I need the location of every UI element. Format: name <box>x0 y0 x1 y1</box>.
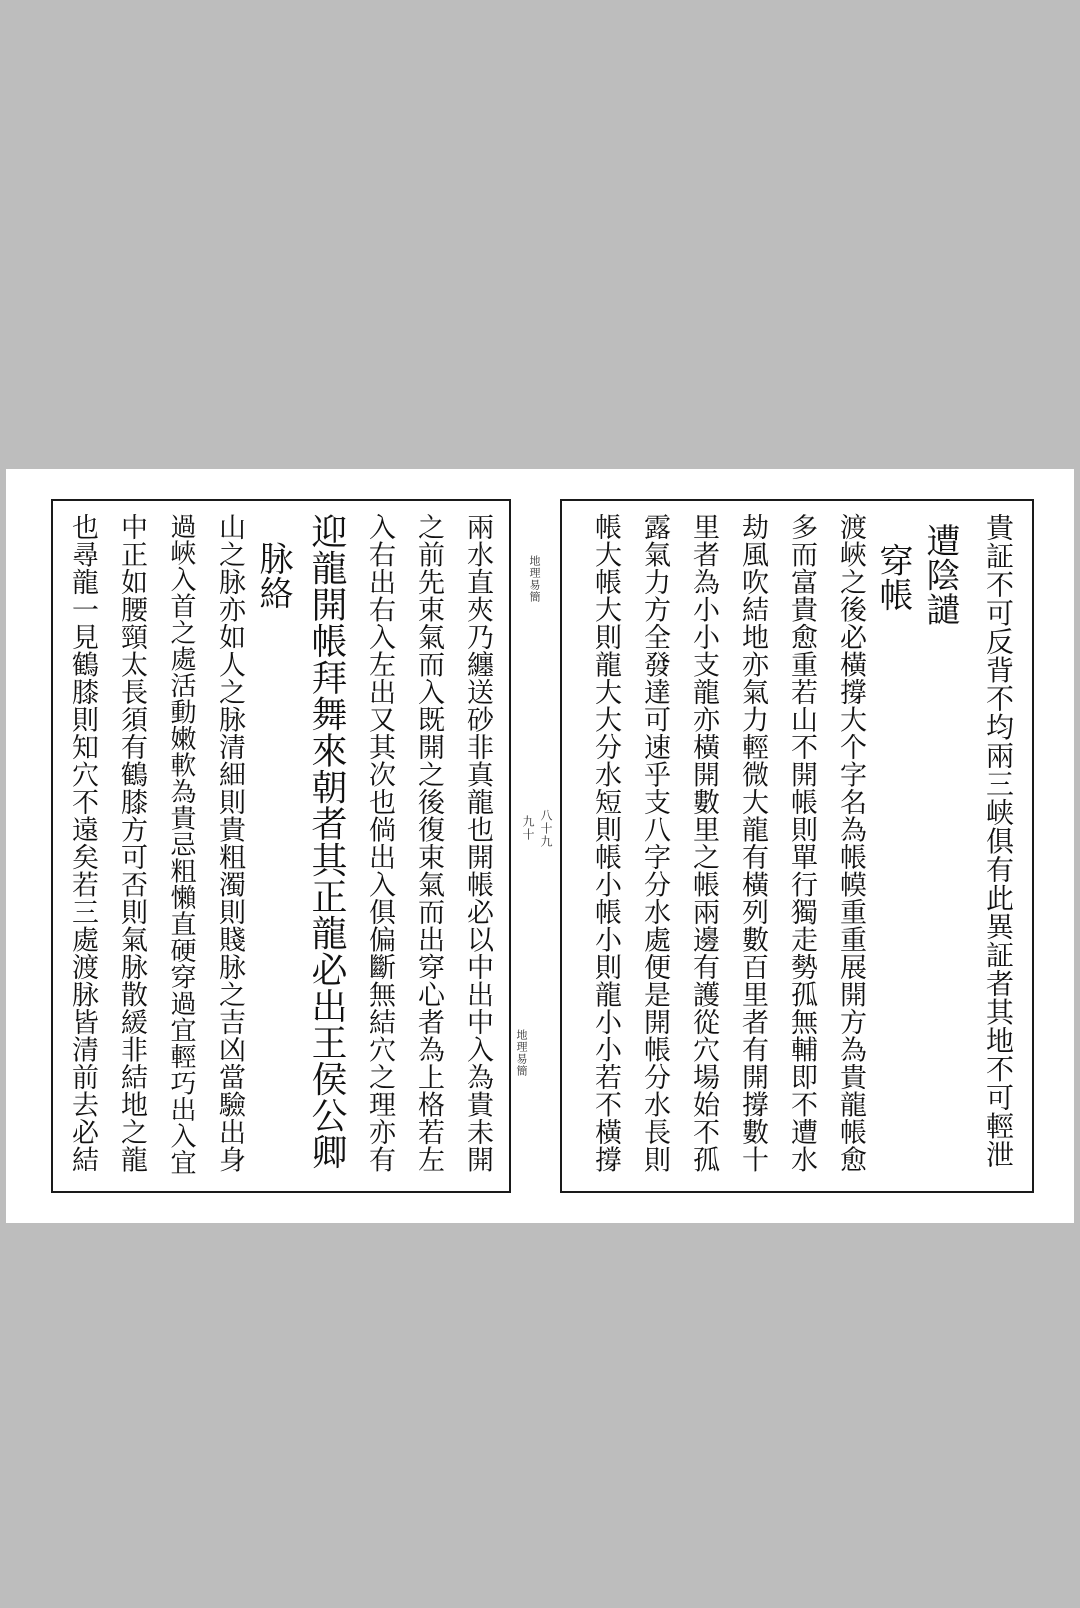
gutter-book-title: 地理易簡 <box>528 555 541 603</box>
text-column: 也尋龍一見鶴膝則知穴不遠矣若三處渡脉皆清前去必結 <box>67 513 98 1173</box>
text-column: 入右出右入左出又其次也倘出入俱偏斷無結穴之理亦有 <box>364 513 395 1173</box>
right-page <box>560 499 1034 1193</box>
text-column: 迎龍開帳拜舞來朝者其正龍必出王侯公卿 <box>306 513 347 1170</box>
text-column: 露氣力方全發達可速乎支八字分水處便是開帳分水長則 <box>639 513 670 1173</box>
gutter-book-title: 地理易簡 <box>515 1029 528 1077</box>
section-heading: 脉絡 <box>253 541 293 610</box>
left-page <box>51 499 511 1193</box>
folio-left: 九十 <box>521 815 535 841</box>
text-column: 劫風吹結地亦氣力輕微大龍有橫列數百里者有開撐數十 <box>737 513 768 1173</box>
text-column: 山之脉亦如人之脉清細則貴粗濁則賤脉之吉凶當驗出身 <box>214 513 245 1173</box>
text-column: 中正如腰頸太長須有鶴膝方可否則氣脉散緩非結地之龍 <box>116 513 147 1173</box>
book-spread <box>6 469 1074 1223</box>
text-column: 帳大帳大則龍大大分水短則帳小帳小則龍小小若不橫撐 <box>590 513 621 1173</box>
text-column: 遭陰譴 <box>920 523 960 627</box>
text-column: 貴証不可反背不均兩三峡俱有此異証者其地不可輕泄 <box>982 513 1015 1169</box>
text-column: 多而富貴愈重若山不開帳則單行獨走勢孤無輔即不遭水 <box>786 513 817 1173</box>
text-column: 渡峽之後必橫撐大个字名為帳幙重重展開方為貴龍帳愈 <box>835 513 866 1173</box>
text-column: 里者為小小支龍亦橫開數里之帳兩邊有護從穴場始不孤 <box>688 513 719 1173</box>
folio-right: 八十九 <box>539 809 553 848</box>
text-column: 之前先束氣而入既開之後復束氣而出穿心者為上格若左 <box>413 513 444 1173</box>
section-heading: 穿帳 <box>873 543 913 612</box>
text-column: 兩水直夾乃纏送砂非真龍也開帳必以中出中入為貴未開 <box>462 513 493 1173</box>
text-column: 過峽入首之處活動嫩軟為貴忌粗懶直硬穿過宜輕巧出入宜 <box>166 513 196 1176</box>
